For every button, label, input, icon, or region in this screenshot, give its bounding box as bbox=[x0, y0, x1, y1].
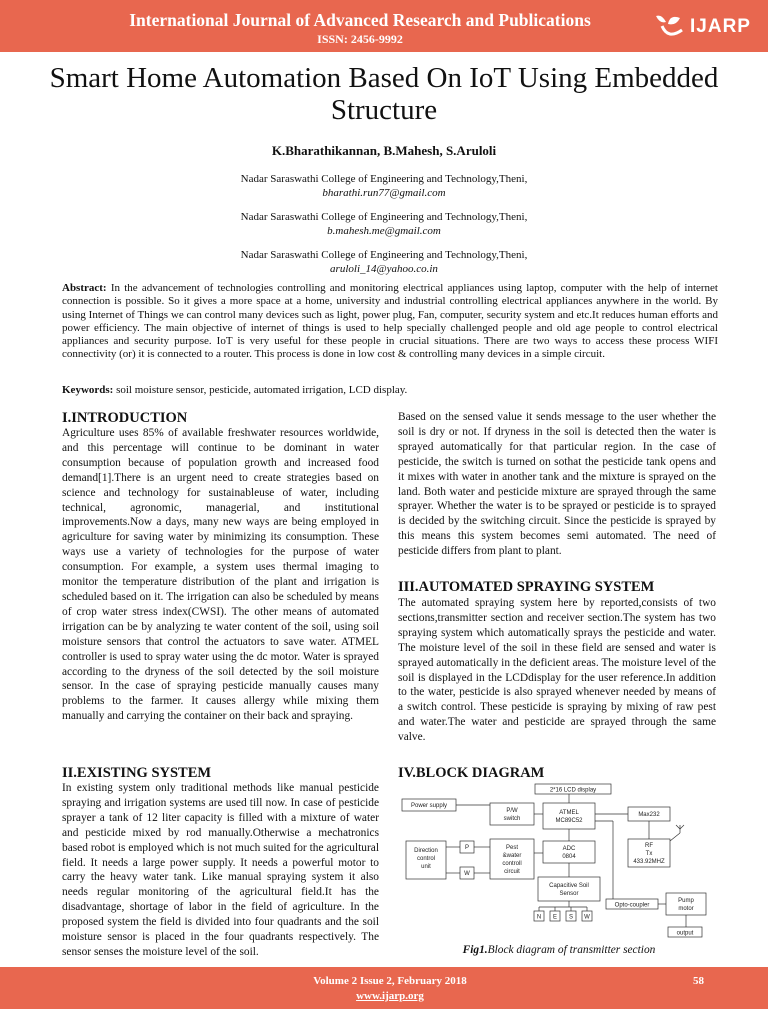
antenna-icon bbox=[670, 825, 684, 841]
box-atmel bbox=[543, 803, 595, 829]
affiliation-email[interactable]: bharathi.run77@gmail.com bbox=[322, 187, 446, 199]
diagram-label: Max232 bbox=[638, 812, 660, 818]
affiliation-1 bbox=[0, 172, 768, 200]
diagram-label: W bbox=[584, 914, 590, 921]
figure-caption-text: Block diagram of transmitter section bbox=[487, 944, 656, 956]
logo-text: IJARP bbox=[690, 16, 751, 37]
diagram-label: W bbox=[464, 871, 470, 877]
label-power: Power supply bbox=[410, 803, 448, 809]
heading-existing-system: II.EXISTING SYSTEM bbox=[62, 765, 212, 781]
keywords-label: Keywords: bbox=[62, 384, 114, 396]
diagram-label: Pump bbox=[678, 898, 694, 904]
diagram-label: P bbox=[464, 845, 470, 851]
figure-caption bbox=[398, 944, 720, 956]
heading-introduction: I.INTRODUCTION bbox=[62, 410, 188, 426]
page-number: 58 bbox=[693, 975, 704, 987]
journal-banner bbox=[0, 0, 768, 52]
diagram-label: control bbox=[416, 856, 436, 862]
paragraph: Based on the sensed value it sends message to the user whether the soil is dry or not. If dryness in the soil is detected then the water is sprayed automatically for that particular region. In the case of pesticide, the switch is turned on sothat the pesticide tank opens and it mixes with water in another tank and the mixture is sprayed on the land. Both water and pesticide mixture are sprayed through the same sprayer. Whether the water is to be sprayed or pesticide is to sprayed is decided by the switching circuit. Since the pesticide is sprayed by this means this system becomes semi automated. The need of pesticide differs from plant to plant. bbox=[398, 411, 716, 558]
affiliation-institution: Nadar Saraswathi College of Engineering and Technology,Theni, bbox=[240, 173, 528, 185]
heading-block-diagram: IV.BLOCK DIAGRAM bbox=[398, 765, 545, 781]
diagram-label: E bbox=[552, 914, 558, 921]
diagram-label: P/W bbox=[506, 808, 518, 814]
abstract-label: Abstract: bbox=[62, 282, 107, 294]
diagram-label: unit bbox=[421, 864, 431, 870]
diagram-label: Sensor bbox=[559, 891, 579, 897]
diagram-label: Tx bbox=[645, 851, 653, 857]
paper-title: Smart Home Automation Based On IoT Using Embedded Structure bbox=[49, 62, 719, 126]
footer-volume: Volume 2 Issue 2, February 2018 bbox=[313, 975, 467, 987]
diagram-label: Opto-coupler bbox=[614, 902, 650, 909]
affiliation-email[interactable]: b.mahesh.me@gmail.com bbox=[327, 225, 441, 237]
diagram-label: N bbox=[536, 914, 542, 921]
label-lcd: 2*16 LCD display bbox=[549, 787, 597, 794]
continued-text bbox=[398, 410, 716, 559]
paper-authors: K.Bharathikannan, B.Mahesh, S.Aruloli bbox=[271, 143, 497, 158]
affiliation-institution: Nadar Saraswathi College of Engineering and Technology,Theni, bbox=[240, 211, 528, 223]
journal-logo bbox=[652, 12, 750, 42]
logo-leaf-icon bbox=[652, 12, 688, 42]
paragraph: The automated spraying system here by reported,consists of two sections,transmitter section and receiver section.The system has two spraying system which automatically sprays the pesticide and water. The moisture level of the soil in these field are sensed and water is sprayed automatically in the deficient areas. The moisture level of the soil is displayed in the LCDdisplay for the user reference.In addition to the water, pesticide is also sprayed whenever needed by means of a switch control. These pesticide is spraying by mixing of raw pest and water.The water and pesticide are sprayed through the same valve. bbox=[398, 597, 716, 744]
abstract-text: In the advancement of technologies controlling and monitoring electrical appliances using laptop, computer with the help of internet connection is possible. So it gives a more space at a home, university and industrial controlling electrical appliances anywhere in the world. By using Internet of Things we can control many devices such as light, power plug, Fan, computer, security system and etc.It reduces human efforts and power efficiency. The main objective of internet of things is used to help specially challenged people and old age people to control electrical appliances and security purpose. IoT is very useful for these people in crucial situations. There are two ways to access these process WIFI connectivity (or) it is connected to a router. This process is done in low cost & controlling many devices in a simple circuit. bbox=[62, 282, 718, 361]
affiliation-3 bbox=[0, 248, 768, 276]
block-diagram bbox=[398, 781, 720, 941]
diagram-label: 0804 bbox=[562, 854, 576, 860]
keywords bbox=[62, 384, 718, 396]
journal-issn: ISSN: 2456-9992 bbox=[317, 32, 403, 46]
diagram-label: 433.92MHZ bbox=[633, 859, 665, 865]
diagram-label: ATMEL bbox=[559, 810, 579, 816]
diagram-label: Pest bbox=[505, 845, 519, 851]
diagram-label: circuit bbox=[504, 869, 520, 875]
diagram-label: controll bbox=[502, 861, 522, 867]
diagram-label: &water bbox=[502, 853, 522, 859]
paragraph: Agriculture uses 85% of available freshwater resources worldwide, and this percentage will continue to be dominant in water consumption because of population growth and increased food demand[1].There is an urgent need to create strategies based on science and technology for sustainableuse of water, including technical, agronomic, managerial, and institutional improvements.Now a days, many new ways are being employed in agriculture for saving water by minimizing its consumption. These ways use a variety of technologies for the purpose of water consumption. For example, a system uses thermal imaging to monitor the temperature distribution of the plant and irrigation is scheduled based on it. The irrigation can also be scheduled by means of crop water stress index(CWSI). The other means of automated irrigation can be by analyzing te water content of the soil, using soil moisture sensors that control the actuators to save water. ATMEL controller is used to spray water using the dc motor. Water is sprayed according to the dryness of the soil detected by the soil moisture sensor. In the case of spraying pesticide manually causes many problems to the farmer. It causes allergy while mixing them manually and carrying the container on their back and spraying. bbox=[62, 427, 379, 723]
diagram-label: ADC bbox=[562, 846, 576, 852]
footer-url-link[interactable]: www.ijarp.org bbox=[356, 990, 424, 1002]
affiliation-email[interactable]: aruloli_14@yahoo.co.in bbox=[330, 263, 438, 275]
diagram-label: Direction bbox=[414, 848, 438, 854]
existing-system-text bbox=[62, 781, 379, 960]
keywords-text: soil moisture sensor, pesticide, automated irrigation, LCD display. bbox=[116, 384, 408, 396]
diagram-label: MC89C52 bbox=[555, 818, 583, 824]
diagram-label: motor bbox=[678, 906, 694, 912]
paragraph: In existing system only traditional methods like manual pesticide spraying and irrigation systems are used till now. In case of pesticide sprayer a tank of 12 liter capacity is filled with a mixture of water and pesticide mixed by rod manually.Otherwise a mechatronics based robot is employed which is not much suited for the agricultural field. It needs a large power supply. It needs a powerful motor to carry the heavy water tank. Like manual spraying system it also needs regular monitoring of the agricultural field.It has the disadvantage, shortage of labor in the field of agriculture. In the proposed system the field is divided into four quadrants and the soil moisture sensor is placed in the four quadrants respectively. The sensor senses the moisture level of the soil. bbox=[62, 782, 379, 958]
journal-title: International Journal of Advanced Research and Publications bbox=[129, 10, 591, 30]
introduction-text bbox=[62, 426, 379, 724]
box-cap bbox=[538, 877, 600, 901]
affiliation-institution: Nadar Saraswathi College of Engineering and Technology,Theni, bbox=[240, 249, 528, 261]
diagram-label: Capacitive Soil bbox=[549, 883, 589, 889]
diagram-label: switch bbox=[503, 816, 521, 822]
affiliation-2 bbox=[0, 210, 768, 238]
diagram-label: output bbox=[676, 930, 694, 937]
diagram-label: S bbox=[568, 914, 574, 921]
spraying-system-text bbox=[398, 596, 716, 745]
figure-label: Fig1. bbox=[462, 944, 488, 956]
page-footer bbox=[0, 967, 768, 1009]
diagram-connector bbox=[670, 833, 680, 841]
heading-spraying-system: III.AUTOMATED SPRAYING SYSTEM bbox=[398, 579, 655, 595]
diagram-label: RF bbox=[645, 843, 653, 849]
abstract bbox=[62, 282, 718, 362]
